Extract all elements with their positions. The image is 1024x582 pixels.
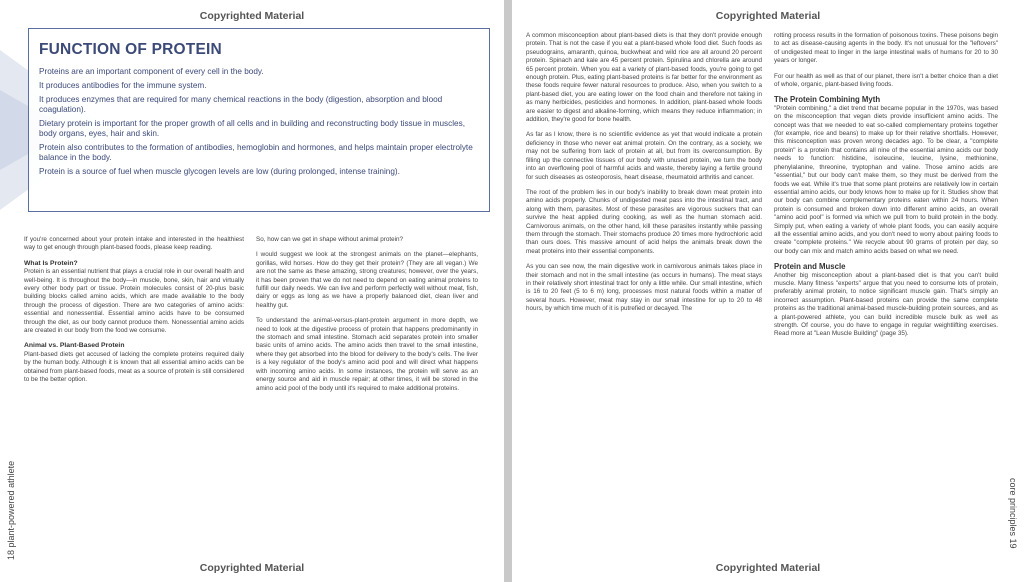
subheading: Animal vs. Plant-Based Protein (24, 342, 125, 350)
box-line: It produces enzymes that are required for many chemical reactions in the body (digestion, absorption and blood coagulation). (39, 95, 443, 114)
paragraph: If you're concerned about your protein intake and interested in the healthiest way to get enough through plant-based foods, please keep reading. (24, 236, 244, 252)
copyright-header: Copyrighted Material (715, 10, 821, 22)
box-title: FUNCTION OF PROTEIN (39, 41, 222, 58)
copyright-footer: Copyrighted Material (715, 562, 821, 574)
right-page-footer (1008, 478, 1018, 549)
paragraph: "Protein combining," a diet trend that became popular in the 1970s, was based on the misconception that vegan diets provide insufficient amino acids. The concept was that we needed to eat so-called complementary proteins together (for example, rice and beans) to make up for their relative shortfalls. However, this misconception was proven wrong decades ago. To be clear, a "complete protein" is a protein that contains all nine of the essential amino acids our body needs to function: histidine, isoleucine, leucine, lysine, methionine, phenylalanine, threonine, tryptophan and valine. Those amino acids are "essential," but our body can't make them, so they must be derived from the foods we eat. While it's true that some plant proteins are relatively low in certain essential amino acids, our body knows how to make up for it. Studies show that our body can combine complementary proteins eaten within 24 hours. When protein is consumed and broken down into different amino acids, an overall "amino acid pool" is formed via which we pull from to build protein in the body. Simply put, when eating a variety of whole plant foods, you can easily acquire all the essential amino acids, and you don't need to worry about pairing foods to create "complete proteins." We recycle about 90 grams of protein per day, so our body can mix and match amino acids based on what we need. (774, 104, 998, 255)
paragraph: Another big misconception about a plant-based diet is that you can't build muscle. Many fitness "experts" argue that you need to consume lots of protein, preferably animal protein, to notice significant muscle gain. That's simply an incorrect assumption. Plant-based proteins can provide the same complete proteins as the traditional animal-based muscle-building protein sources, and as a plant-powered athlete, you can build incredible muscle bulk as well as strength. Of course, you do have to engage in regular weightlifting exercises. Read more at "Lean Muscle Building" (page 35). (774, 271, 998, 338)
subheading: The Protein Combining Myth (774, 95, 881, 105)
paragraph: To understand the animal-versus-plant-protein argument in more depth, we need to look at the digestive process of protein that happens predominantly in the stomach and small intestine. Stomach acid separates protein into smaller basic units of amino acids. The amino acids then travel to the small intestine, where they get absorbed into the blood for delivery to the body's cells. The liver is a key regulator of the body's amino acid pool and will direct what happens with incoming amino acids. In some instances, the protein will serve as an energy source and aid in muscle repair; at other times, it will be stored in the amino acid pool of the body until it's required to make additional proteins. (256, 317, 478, 392)
copyright-footer: Copyrighted Material (199, 562, 305, 574)
right-page (512, 0, 1024, 582)
box-line: Protein is a source of fuel when muscle glycogen levels are low (during prolonged, intense training). (39, 167, 400, 176)
paragraph: As you can see now, the main digestive work in carnivorous animals takes place in their stomach and not in the small intestine (as occurs in humans). The meat stays in their relatively short intestinal tract for only a little while. Our small intestine, which is 16 to 20 feet (5 to 6 m) long, processes most natural foods within a matter of several hours. However, meat may stay in our small intestine for up to 20 to 48 hours, by which time much of it is putrefied or decayed. The (526, 263, 762, 313)
running-title: plant-powered athlete (6, 460, 16, 548)
left-column-2 (256, 236, 478, 400)
paragraph: For our health as well as that of our planet, there isn't a better choice than a diet of whole, organic, plant-based living foods. (774, 72, 998, 89)
right-column-2 (774, 32, 998, 346)
subheading: What Is Protein? (24, 259, 78, 267)
left-page-footer (6, 461, 16, 560)
page-number: 18 (6, 549, 16, 560)
paragraph: The root of the problem lies in our body's inability to break down meat protein into amino acids properly. Chunks of undigested meat pass into the intestinal tract, and along with them, parasites. Most of these parasites are vigorous suckers that can survive the heat applied during cooking, as well as the human stomach acid. Carnivorous animals, on the other hand, kill these parasites instantly while passing them through the stomach. Their stomachs produce 20 times more hydrochloric acid than ours does. This massive amount of acid helps the animals break down the meat proteins into their essential components. (526, 188, 762, 255)
copyright-header: Copyrighted Material (199, 10, 305, 22)
paragraph: I would suggest we look at the strongest animals on the planet—elephants, gorillas, wild horses. How do they get their protein? (They are all vegan.) We are not the same as these amazing, strong creatures; however, over the years, it has been proven that we do not need to depend on eating animal proteins to fulfill our daily needs. We can live and perform perfectly well without meat, fish, dairy or eggs as long as we have a properly balanced diet, clean liver and healthy gut. (256, 251, 478, 309)
paragraph: A common misconception about plant-based diets is that they don't provide enough protein. That is not the case if you eat a plant-based whole food diet. Such foods as pseudograins, amaranth, quinoa, buckwheat and wild rice are all around 20 percent protein. Spinach and kale are 45 percent protein. Spirulina and chlorella are around 65 percent protein. When you eat a variety of plant-based foods, you're going to get enough protein. Plus, eating plant-based proteins is far better for the environment as these foods require fewer natural resources to produce. Also, when you switch to a plant-based diet, you are eating lower on the food chain and therefore not taking in as many herbicides, pesticides and hormones. In addition, plant-based whole foods are easier to digest and alkaline-forming, which means they reduce inflammation; in addition, they're good for bone health. (526, 32, 762, 124)
left-column-1 (24, 236, 244, 392)
box-line: It produces antibodies for the immune system. (39, 81, 207, 90)
right-column-1 (526, 32, 762, 321)
left-page (0, 0, 504, 582)
page-number: 19 (1008, 538, 1018, 549)
paragraph: So, how can we get in shape without animal protein? (256, 236, 404, 243)
book-gutter (504, 0, 512, 582)
box-line: Protein also contributes to the formation of antibodies, hemoglobin and hormones, and helps maintain proper electrolyte balance in the body. (39, 143, 473, 162)
box-line: Dietary protein is important for the proper growth of all cells and in building and reconstructing body tissue in muscles, body organs, eyes, hair and skin. (39, 119, 465, 138)
running-title: core principles (1008, 478, 1018, 537)
function-of-protein-box (28, 28, 490, 212)
subheading: Protein and Muscle (774, 262, 846, 272)
paragraph: As far as I know, there is no scientific evidence as yet that would indicate a protein deficiency in those who never eat animal protein. On the contrary, as a society, we may not be suffering from lack of protein at all, but from its overconsumption. By filling up the connective tissues of our body with unused protein, we turn the body into an overflowing pool of harmful acids and waste, thereby laying a fertile ground for such diseases as osteoporosis, heart disease, rheumatoid arthritis and cancer. (526, 131, 762, 181)
paragraph: Protein is an essential nutrient that plays a crucial role in our overall health and well-being. It is throughout the body—in muscle, bone, skin, hair and virtually every other body part or tissue. Protein molecules consist of 20-plus basic building blocks called amino acids, which are made available to the body through the process of digestion. There are two categories of amino acids: essential and nonessential. Essential amino acids have to be consumed through the diet, as our body cannot produce them. Nonessential amino acids are created in our body from the food we consume. (24, 268, 244, 335)
paragraph: Plant-based diets get accused of lacking the complete proteins required daily by the human body. Although it is known that all essential amino acids can be obtained from plant-based foods, meat as a source of protein is still considered to be the better option. (24, 350, 244, 384)
paragraph: rotting process results in the formation of poisonous toxins. These poisons begin to act as disease-causing agents in the body. It's not unusual for the "leftovers" of undigested meat to linger in the large intestinal walls of humans for 20 to 30 years or longer. (774, 32, 998, 65)
box-line: Proteins are an important component of every cell in the body. (39, 67, 264, 76)
